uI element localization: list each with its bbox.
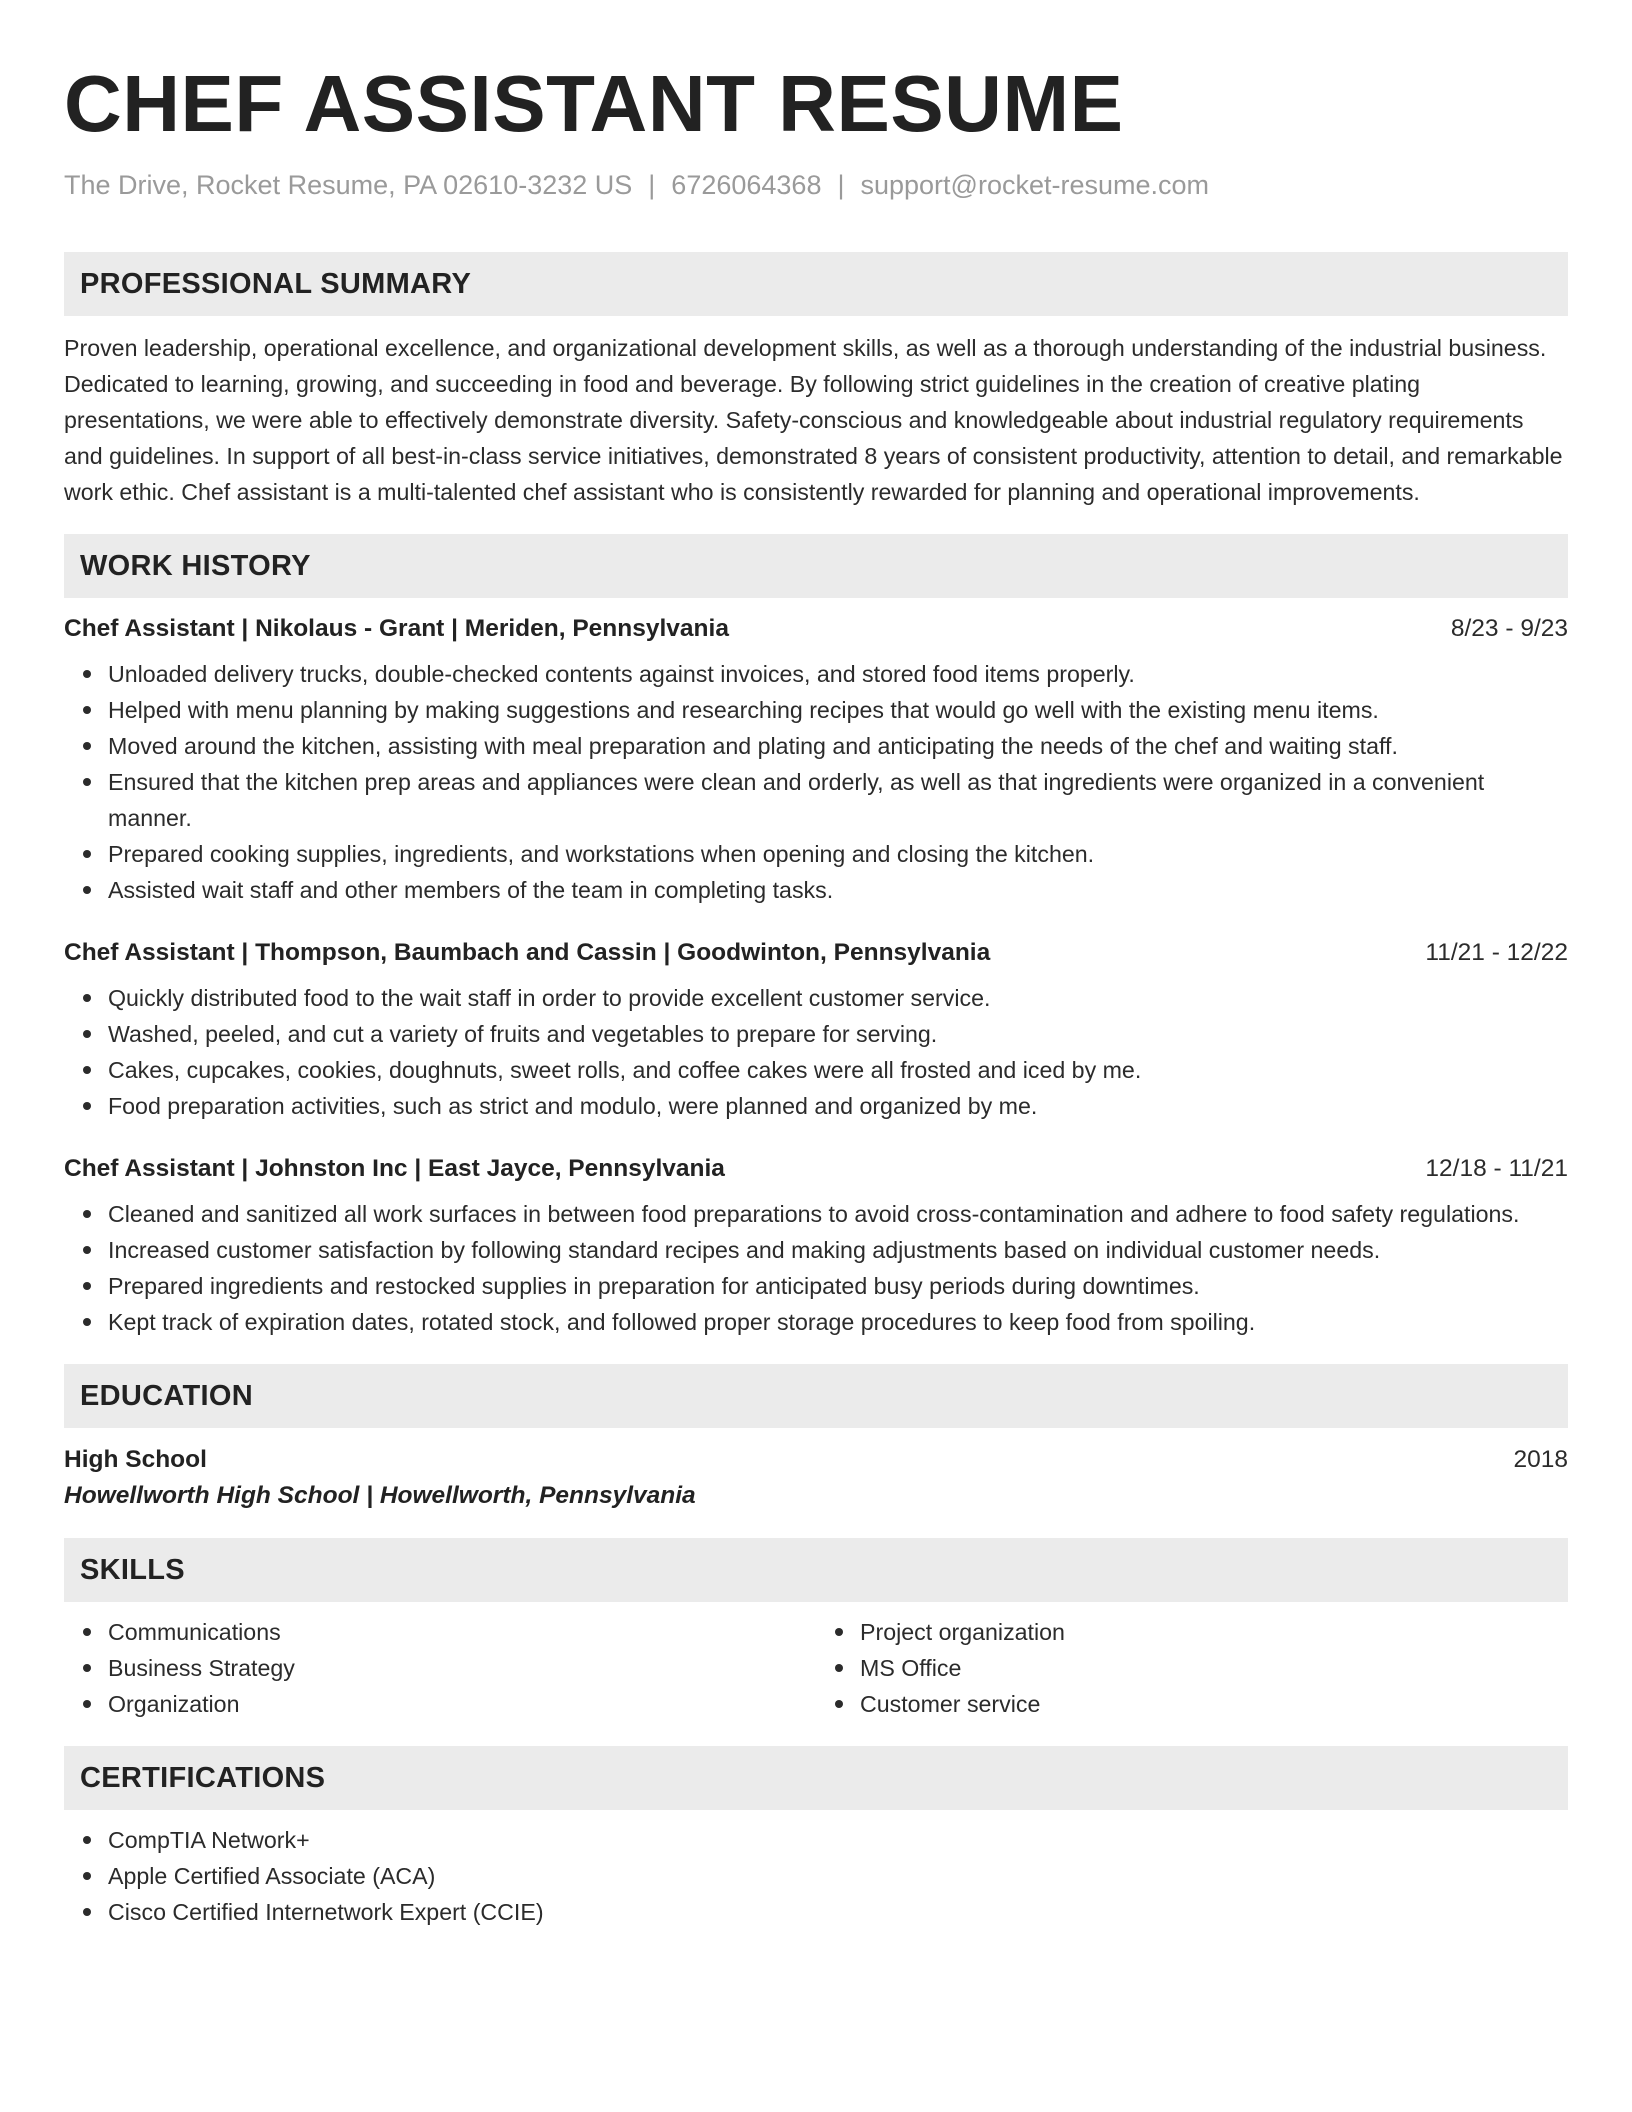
job-bullet: Kept track of expiration dates, rotated stock, and followed proper storage procedures to keep food from spoiling. (108, 1304, 1568, 1340)
email-text: support@rocket-resume.com (860, 170, 1210, 200)
certifications-heading: CERTIFICATIONS (80, 1761, 326, 1794)
job-title: Chef Assistant | Thompson, Baumbach and Cassin | Goodwinton, Pennsylvania (64, 939, 991, 966)
job-header (64, 612, 1568, 646)
education-degree: High School (64, 1446, 207, 1473)
skill-item: Communications (108, 1614, 816, 1650)
work-history-heading: WORK HISTORY (80, 549, 311, 582)
job-entry (64, 612, 1568, 908)
job-dates: 11/21 - 12/22 (1425, 939, 1568, 966)
job-bullet: Washed, peeled, and cut a variety of fruits and vegetables to prepare for serving. (108, 1016, 1568, 1052)
job-bullet: Prepared ingredients and restocked supplies in preparation for anticipated busy periods during downtimes. (108, 1268, 1568, 1304)
job-bullet: Moved around the kitchen, assisting with meal preparation and plating and anticipating the needs of the chef and waiting staff. (108, 728, 1568, 764)
education-row (64, 1442, 1568, 1478)
job-bullet: Unloaded delivery trucks, double-checked contents against invoices, and stored food items properly. (108, 656, 1568, 692)
education-heading: EDUCATION (80, 1379, 253, 1412)
job-title: Chef Assistant | Johnston Inc | East Jayce, Pennsylvania (64, 1155, 725, 1182)
education-school: Howellworth High School | Howellworth, Pennsylvania (64, 1482, 696, 1509)
address-text: The Drive, Rocket Resume, PA 02610-3232 US (64, 170, 633, 200)
job-dates: 12/18 - 11/21 (1425, 1155, 1568, 1182)
skills-columns (64, 1614, 1568, 1722)
education-section-header (64, 1364, 1568, 1428)
contact-separator: | (837, 170, 845, 200)
job-bullets (64, 980, 1568, 1124)
certification-item: CompTIA Network+ (108, 1822, 1568, 1858)
phone-text: 6726064368 (671, 170, 822, 200)
summary-heading: PROFESSIONAL SUMMARY (80, 267, 472, 300)
certification-item: Apple Certified Associate (ACA) (108, 1858, 1568, 1894)
skill-item: MS Office (860, 1650, 1568, 1686)
job-bullet: Cleaned and sanitized all work surfaces in between food preparations to avoid cross-contamination and adhere to food safety regulations. (108, 1196, 1568, 1232)
skills-section-header (64, 1538, 1568, 1602)
summary-section-header (64, 252, 1568, 316)
skills-heading: SKILLS (80, 1553, 185, 1586)
skill-item: Organization (108, 1686, 816, 1722)
skill-item: Business Strategy (108, 1650, 816, 1686)
job-title: Chef Assistant | Nikolaus - Grant | Meriden, Pennsylvania (64, 615, 729, 642)
job-bullet: Cakes, cupcakes, cookies, doughnuts, sweet rolls, and coffee cakes were all frosted and iced by me. (108, 1052, 1568, 1088)
skill-item: Project organization (860, 1614, 1568, 1650)
job-entry (64, 1152, 1568, 1340)
contact-separator: | (648, 170, 656, 200)
job-bullet: Ensured that the kitchen prep areas and appliances were clean and orderly, as well as that ingredients were organized in a convenient manner. (108, 764, 1568, 836)
certifications-list (64, 1822, 1568, 1930)
job-entry (64, 936, 1568, 1124)
skill-item: Customer service (860, 1686, 1568, 1722)
certifications-block (64, 1822, 1568, 1930)
skills-list-left (64, 1614, 816, 1722)
job-bullet: Quickly distributed food to the wait staff in order to provide excellent customer service. (108, 980, 1568, 1016)
contact-line (64, 168, 1568, 202)
skills-list-right (816, 1614, 1568, 1722)
resume-title: CHEF ASSISTANT RESUME (64, 59, 1124, 148)
job-header (64, 1152, 1568, 1186)
education-year: 2018 (1513, 1446, 1568, 1473)
job-bullet: Helped with menu planning by making suggestions and researching recipes that would go well with the existing menu items. (108, 692, 1568, 728)
certifications-section-header (64, 1746, 1568, 1810)
job-bullet: Increased customer satisfaction by following standard recipes and making adjustments based on individual customer needs. (108, 1232, 1568, 1268)
job-bullet: Assisted wait staff and other members of the team in completing tasks. (108, 872, 1568, 908)
job-bullets (64, 656, 1568, 908)
job-header (64, 936, 1568, 970)
certification-item: Cisco Certified Internetwork Expert (CCIE) (108, 1894, 1568, 1930)
job-dates: 8/23 - 9/23 (1450, 615, 1568, 642)
job-bullet: Prepared cooking supplies, ingredients, and workstations when opening and closing the kitchen. (108, 836, 1568, 872)
job-bullets (64, 1196, 1568, 1340)
job-bullet: Food preparation activities, such as strict and modulo, were planned and organized by me. (108, 1088, 1568, 1124)
work-history-section-header (64, 534, 1568, 598)
education-entry (64, 1442, 1568, 1514)
summary-text: Proven leadership, operational excellence, and organizational development skills, as well as a thorough understanding of the industrial business. Dedicated to learning, growing, and succeeding in food and beverage. By following strict guidelines in the creation of creative plating presentations, we were able to effectively demonstrate diversity. Safety-conscious and knowledgeable about industrial regulatory requirements and guidelines. In support of all best-in-class service initiatives, demonstrated 8 years of consistent productivity, attention to detail, and remarkable work ethic. Chef assistant is a multi-talented chef assistant who is consistently rewarded for planning and operational improvements. (64, 335, 1563, 505)
